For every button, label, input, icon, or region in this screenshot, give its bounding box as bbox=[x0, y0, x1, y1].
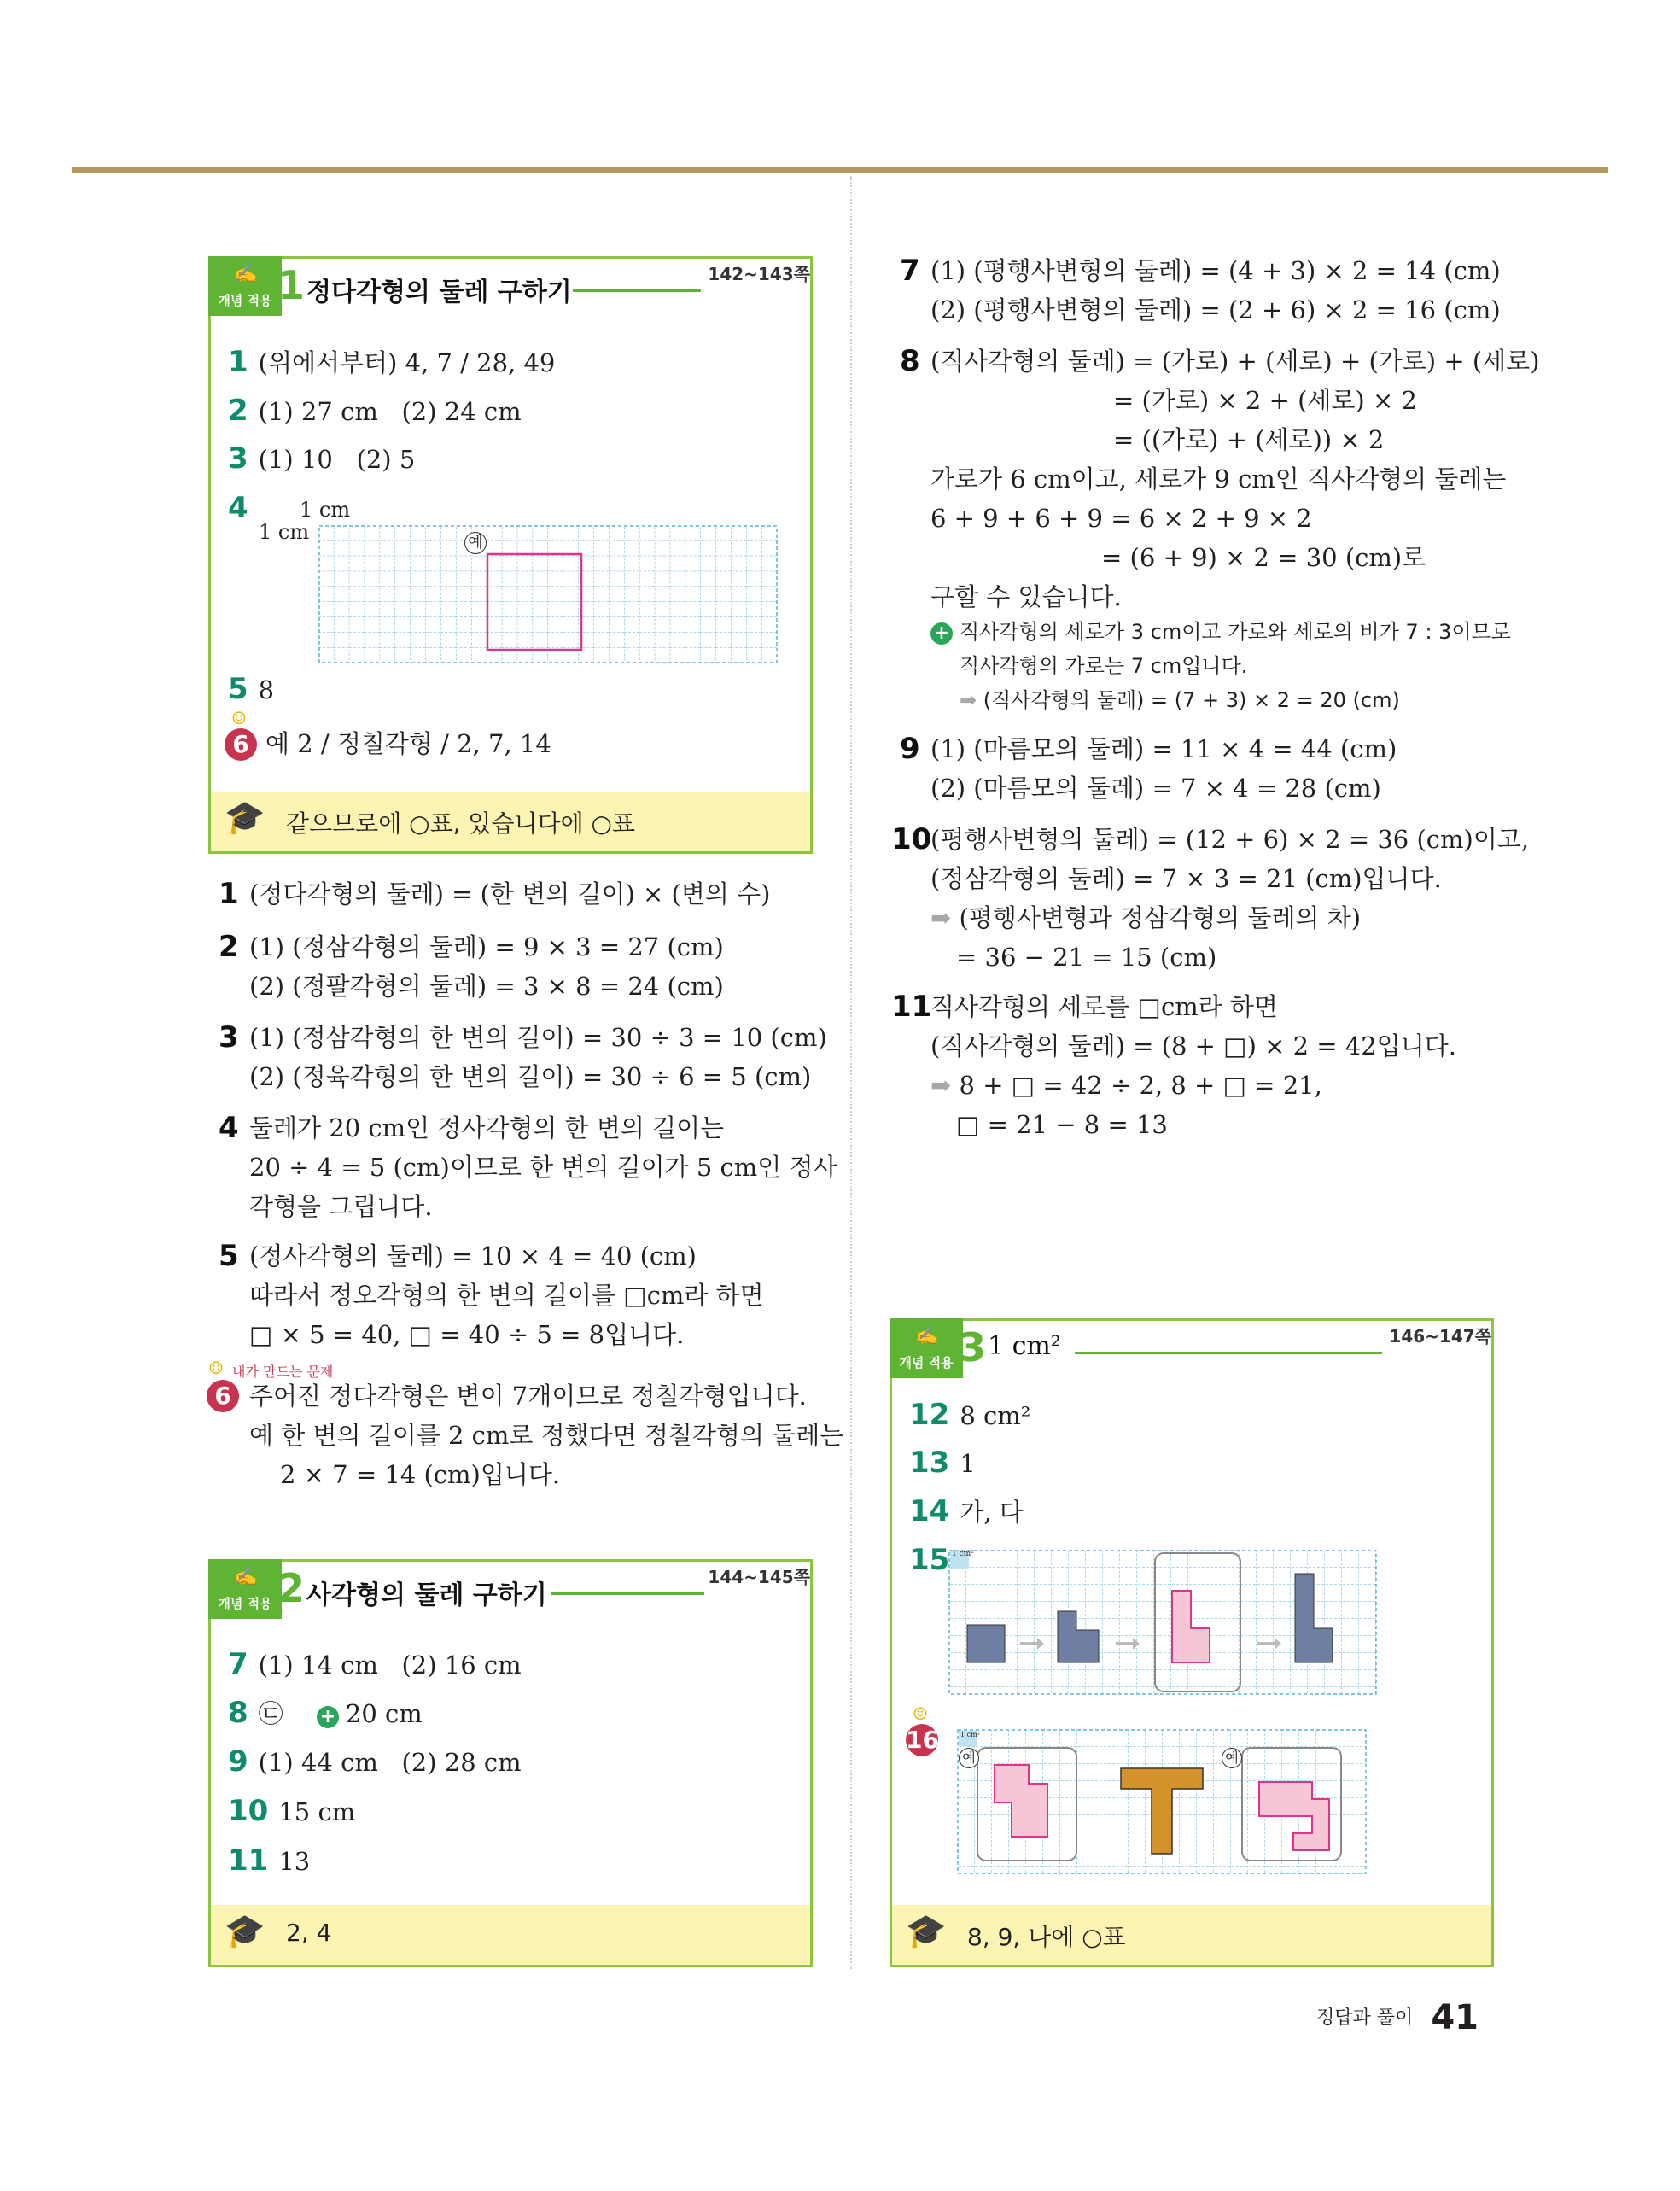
answer-1: 1 (위에서부터) 4, 7 / 28, 49 bbox=[228, 345, 556, 379]
section-title: 정다각형의 둘레 구하기 bbox=[306, 278, 572, 307]
section-box-3 bbox=[890, 1318, 1494, 1967]
answer-4: 4 bbox=[228, 491, 248, 525]
smile-icon: ☺ bbox=[231, 708, 247, 728]
example-mark: 예 bbox=[464, 532, 487, 554]
box-footer: 🎓 2, 4 bbox=[211, 1905, 810, 1965]
grid-label-left: 1 cm bbox=[259, 520, 310, 544]
answer-15: 15 bbox=[909, 1543, 950, 1577]
pencil-icon: ✍ bbox=[234, 263, 258, 284]
box-footer: 🎓 8, 9, 나에 ○표 bbox=[892, 1905, 1491, 1965]
exp-4: 4 둘레가 20 cm인 정사각형의 한 변의 길이는 20 ÷ 4 = 5 (cm)이므로 한 변의 길이가 5 cm인 정사 각형을 그립니다. bbox=[219, 1111, 837, 1221]
plus-icon: + bbox=[317, 1706, 339, 1728]
section-number: 2 bbox=[277, 1565, 306, 1611]
page-number: 41 bbox=[1431, 1998, 1479, 2037]
unit-label: 1 cm² bbox=[952, 1550, 974, 1558]
unit-label: 1 cm² bbox=[960, 1731, 980, 1738]
concept-apply-badge: ✍ 개념 적용 bbox=[890, 1318, 963, 1378]
answer-11: 11 13 bbox=[228, 1843, 311, 1878]
answer-16-grid bbox=[957, 1729, 1367, 1874]
graduate-icon: 🎓 bbox=[225, 798, 265, 836]
section-title: 사각형의 둘레 구하기 bbox=[306, 1580, 547, 1610]
answer-8: 8 ㉢ + 20 cm bbox=[228, 1696, 423, 1730]
example-mark: 예 bbox=[959, 1748, 979, 1768]
answer-9: 9 (1) 44 cm (2) 28 cm bbox=[228, 1744, 522, 1779]
exp-10: 10 (평행사변형의 둘레) = (12 + 6) × 2 = 36 (cm)이고, (정삼각형의 둘레) = 7 × 3 = 21 (cm)입니다. ➡ (평행사변형과 정삼각형의 둘레의 차) = 36 − 21 = 15 (cm) bbox=[891, 822, 1530, 972]
exp-8-extra: + 직사각형의 세로가 3 cm이고 가로와 세로의 비가 7 : 3이므로 직사각형의 가로는 7 cm입니다. ➡ (직사각형의 둘레) = (7 + 3) × 2 = 20 (cm) bbox=[930, 615, 1511, 717]
concept-apply-badge: ✍ 개념 적용 bbox=[208, 256, 282, 316]
page-footer bbox=[1316, 1998, 1479, 2037]
pencil-icon: ✍ bbox=[234, 1566, 258, 1587]
smile-icon: ☺ bbox=[208, 1358, 224, 1378]
exp-6: 6 주어진 정다각형은 변이 7개이므로 정칠각형입니다. 예 한 변의 길이를 2 cm로 정했다면 정칠각형의 둘레는 2 × 7 = 14 (cm)입니다. bbox=[249, 1376, 843, 1494]
page-range: 146~147쪽 bbox=[1389, 1326, 1491, 1347]
section-title: 1 cm² bbox=[988, 1331, 1061, 1361]
exp-8: 8 (직사각형의 둘레) = (가로) + (세로) + (가로) + (세로) = (가로) × 2 + (세로) × 2 = ((가로) + (세로)) × 2 가로가 6 cm이고, 세로가 9 cm인 직사각형의 둘레는 6 + 9 + 6 + 9 = 6 × 2 + 9 × 2 = (6 + 9) × 2 = 30 (cm)로 구할 수 있습니다. bbox=[900, 344, 1540, 611]
exp-2: 2 (1) (정삼각형의 둘레) = 9 × 3 = 27 (cm) (2) (정팔각형의 둘레) = 3 × 8 = 24 (cm) bbox=[219, 930, 724, 1001]
exp-11: 11 직사각형의 세로를 □cm라 하면 (직사각형의 둘레) = (8 + □) × 2 = 42입니다. ➡ 8 + □ = 42 ÷ 2, 8 + □ = 21, □ = 21 − 8 = 13 bbox=[891, 990, 1456, 1139]
answer-10: 10 15 cm bbox=[228, 1794, 356, 1828]
smile-icon: ☺ bbox=[913, 1703, 928, 1724]
example-mark: 예 bbox=[1222, 1748, 1242, 1768]
title-underline bbox=[551, 1592, 704, 1595]
answer-2: 2 (1) 27 cm (2) 24 cm bbox=[228, 394, 522, 428]
page-range: 142~143쪽 bbox=[708, 264, 810, 284]
exp-9: 9 (1) (마름모의 둘레) = 11 × 4 = 44 (cm) (2) (마름모의 둘레) = 7 × 4 = 28 (cm) bbox=[900, 732, 1397, 803]
section-number: 3 bbox=[959, 1324, 987, 1370]
answer-16: 16 bbox=[906, 1724, 947, 1756]
graduate-icon: 🎓 bbox=[906, 1912, 947, 1949]
top-rule bbox=[72, 167, 1608, 173]
arrow-icon: ➡ bbox=[930, 903, 960, 932]
title-underline bbox=[1075, 1352, 1382, 1354]
exp-1: 1 (정다각형의 둘레) = (한 변의 길이) × (변의 수) bbox=[219, 877, 771, 911]
answer-14: 14 가, 다 bbox=[909, 1494, 1024, 1528]
section-box-1 bbox=[208, 256, 813, 854]
box-footer: 🎓 같으므로에 ○표, 있습니다에 ○표 bbox=[211, 792, 810, 851]
answer-13: 13 1 bbox=[909, 1446, 976, 1480]
footer-label: 정답과 풀이 bbox=[1315, 2007, 1414, 2029]
answer-12: 12 8 cm² bbox=[909, 1398, 1031, 1432]
arrow-icon: ➡ bbox=[960, 688, 983, 712]
exp-3: 3 (1) (정삼각형의 한 변의 길이) = 30 ÷ 3 = 10 (cm) (2) (정육각형의 한 변의 길이) = 30 ÷ 6 = 5 (cm) bbox=[219, 1020, 827, 1091]
exp-5: 5 (정사각형의 둘레) = 10 × 4 = 40 (cm) 따라서 정오각형의 한 변의 길이를 □cm라 하면 □ × 5 = 40, □ = 40 ÷ 5 = 8입니다. bbox=[219, 1239, 764, 1349]
page-range: 144~145쪽 bbox=[708, 1567, 810, 1587]
section-box-2 bbox=[208, 1559, 813, 1967]
my-problem-badge: 내가 만드는 문제 bbox=[232, 1364, 334, 1380]
graduate-icon: 🎓 bbox=[225, 1912, 265, 1949]
answer-15-grid bbox=[948, 1550, 1377, 1695]
grid-label-top: 1 cm bbox=[300, 498, 351, 522]
answer-5: 5 8 bbox=[228, 672, 275, 706]
arrow-icon: ➡ bbox=[930, 1071, 960, 1100]
section-number: 1 bbox=[277, 262, 306, 308]
concept-apply-badge: ✍ 개념 적용 bbox=[208, 1559, 282, 1619]
column-divider bbox=[850, 176, 852, 1969]
pencil-icon: ✍ bbox=[915, 1325, 939, 1347]
exp-7: 7 (1) (평행사변형의 둘레) = (4 + 3) × 2 = 14 (cm) (2) (평행사변형의 둘레) = (2 + 6) × 2 = 16 (cm) bbox=[900, 254, 1501, 324]
title-underline bbox=[573, 289, 701, 292]
answer-6: 6 예 2 / 정칠각형 / 2, 7, 14 bbox=[225, 725, 551, 761]
answer-3: 3 (1) 10 (2) 5 bbox=[228, 441, 416, 476]
plus-icon: + bbox=[930, 622, 953, 645]
answer-4-grid bbox=[318, 525, 778, 663]
answer-7: 7 (1) 14 cm (2) 16 cm bbox=[228, 1647, 522, 1681]
